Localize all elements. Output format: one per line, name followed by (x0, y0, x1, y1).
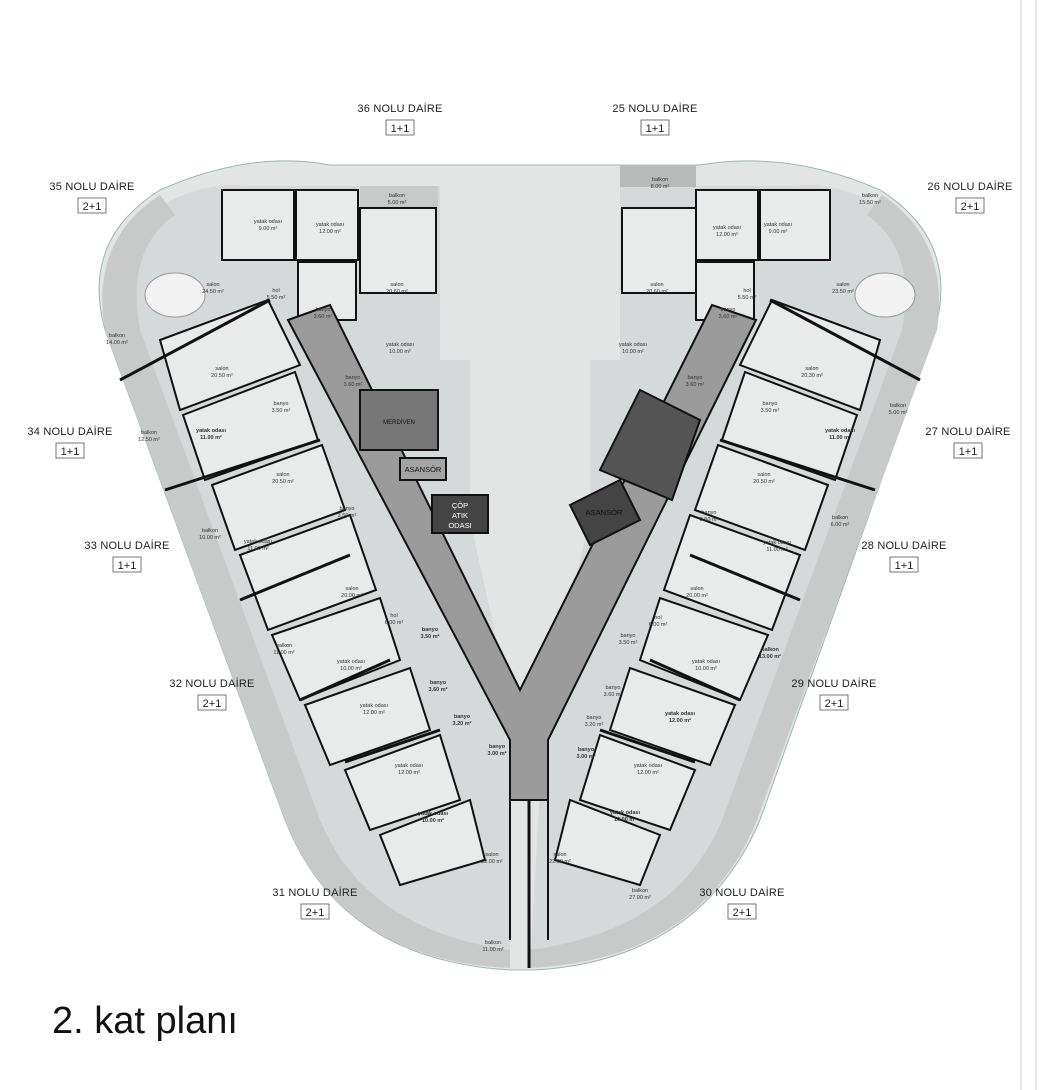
room-name: banyo (273, 401, 289, 407)
room-name: yatak odası (385, 342, 415, 348)
table-icon (145, 273, 205, 317)
room-name: yatak odası (336, 659, 366, 665)
room-area: 3.00 m² (487, 751, 507, 757)
room-area: 22.00 m² (549, 859, 571, 865)
waste-room-label-1: ÇÖP (451, 501, 469, 510)
apartment-name: 25 NOLU DAİRE (612, 103, 698, 115)
room-name: banyo (687, 375, 703, 381)
room-area: 22.00 m² (481, 859, 503, 865)
room-area: 11.00 m² (200, 435, 222, 441)
room-name: balkon (140, 430, 158, 436)
apartment-label (927, 180, 1012, 213)
room-area: 27.00 m² (629, 895, 651, 901)
apartment-label (925, 425, 1010, 458)
room-name: salon (345, 586, 359, 592)
room-area: 11.00 m² (482, 947, 504, 953)
room-name: salon (690, 586, 704, 592)
room-name: balkon (861, 193, 879, 199)
room-name: banyo (429, 680, 447, 686)
apartment-name: 29 NOLU DAİRE (791, 678, 877, 690)
room-name: banyo (315, 307, 331, 313)
waste-room-label-3: ODASI (448, 521, 472, 530)
apartment-type: 2+1 (732, 907, 752, 919)
apartment-name: 33 NOLU DAİRE (84, 540, 170, 552)
room-area: 12.00 m² (319, 229, 341, 235)
room-area: 11.00 m² (247, 546, 269, 552)
room-name: salon (206, 282, 220, 288)
apartment-label (84, 539, 169, 572)
room-area: 3.50 m² (760, 408, 780, 414)
room-name: yatak odası (633, 763, 663, 769)
room-area: 10.00 m² (613, 817, 637, 823)
room-name: yatak odası (315, 222, 345, 228)
room-name: yatak odası (762, 540, 792, 546)
room-name: yatak odası (825, 428, 855, 434)
room-name: banyo (701, 510, 717, 516)
room-name: yatak odası (394, 763, 424, 769)
room-area: 3.50 m² (618, 640, 638, 646)
room-area: 3.50 m² (271, 408, 291, 414)
room-name: yatak odası (712, 225, 742, 231)
room-name: balkon (831, 515, 849, 521)
room-area: 20.60 m² (646, 289, 668, 295)
apartment-label (612, 102, 697, 135)
room-name: salon (650, 282, 664, 288)
room-name: salon (836, 282, 850, 288)
room-area: 3.00 m² (576, 754, 596, 760)
room-area: 3.60 m² (603, 692, 623, 698)
room-area: 20.60 m² (386, 289, 408, 295)
room-name: banyo (586, 715, 602, 721)
apartment-name: 32 NOLU DAİRE (169, 678, 255, 690)
room-name: salon (215, 366, 229, 372)
room-name: balkon (631, 888, 649, 894)
room-area: 3.60 m² (313, 314, 333, 320)
room-name: balkon (388, 193, 406, 199)
room-name: banyo (339, 506, 355, 512)
apartment-type: 1+1 (958, 446, 978, 458)
room-area: 6.00 m² (830, 522, 850, 528)
apartment-type: 1+1 (645, 123, 665, 135)
room-name: salon (390, 282, 404, 288)
room-name: hol (743, 288, 751, 294)
apartment-type: 1+1 (117, 560, 137, 572)
room-name: hol (654, 615, 662, 621)
apartment-type: 2+1 (202, 698, 222, 710)
room-area: 11.00 m² (829, 435, 851, 441)
room-area: 3.50 m² (699, 517, 719, 523)
room-area: 11.00 m² (766, 547, 788, 553)
room-name: balkon (201, 528, 219, 534)
room-area: 12.00 m² (637, 770, 659, 776)
room-area: 20.50 m² (211, 373, 233, 379)
room-area: 12.00 m² (716, 232, 738, 238)
room-name: salon (757, 472, 771, 478)
room-area: 3.60 m² (685, 382, 705, 388)
apartment-type: 2+1 (824, 698, 844, 710)
room-area: 20.50 m² (272, 479, 294, 485)
room-name: yatak odası (253, 219, 283, 225)
room-area: 10.00 m² (695, 666, 717, 672)
room-area: 10.00 m² (199, 535, 221, 541)
room-name: salon (276, 472, 290, 478)
elevator-left-label: ASANSÖR (404, 465, 442, 474)
room-area: 13.00 m² (758, 654, 782, 660)
room-area: 9.00 m² (768, 229, 788, 235)
room-area: 5.00 m² (387, 200, 407, 206)
apartment-name: 36 NOLU DAİRE (357, 103, 443, 115)
room-area: 5.50 m² (266, 295, 286, 301)
elevator-right-label: ASANSÖR (585, 508, 623, 517)
room-area: 20.00 m² (341, 593, 363, 599)
room-name: banyo (488, 744, 506, 750)
room-area: 3.50 m² (337, 513, 357, 519)
room-name: yatak odası (196, 428, 226, 434)
room-name: yatak odası (418, 811, 448, 817)
room-area: 10.00 m² (421, 818, 445, 824)
apartment-type: 1+1 (60, 446, 80, 458)
room-area: 5.50 m² (737, 295, 757, 301)
room-name: balkon (108, 333, 126, 339)
room-name: banyo (421, 627, 439, 633)
room-name: yatak odası (763, 222, 793, 228)
room-area: 12.00 m² (668, 718, 692, 724)
room-area: 3.20 m² (584, 722, 604, 728)
stair-label: MERDİVEN (383, 420, 415, 426)
room-area: 3.60 m² (343, 382, 363, 388)
apartment-type: 2+1 (82, 201, 102, 213)
room-area: 20.00 m² (686, 593, 708, 599)
room-name: yatak odası (691, 659, 721, 665)
apartment-name: 30 NOLU DAİRE (699, 887, 785, 899)
room-area: 11.00 m² (273, 650, 295, 656)
room-area: 10.00 m² (622, 349, 644, 355)
apartment-name: 28 NOLU DAİRE (861, 540, 947, 552)
room-name: banyo (605, 685, 621, 691)
room-area: 20.50 m² (753, 479, 775, 485)
room-area: 15.50 m² (859, 200, 881, 206)
room-name: yatak odası (665, 711, 695, 717)
waste-room-label-2: ATIK (451, 511, 469, 520)
apartment-type: 2+1 (305, 907, 325, 919)
room-name: balkon (889, 403, 907, 409)
room-area: 10.00 m² (340, 666, 362, 672)
apartment-name: 31 NOLU DAİRE (272, 887, 358, 899)
room-area: 3.50 m² (420, 634, 440, 640)
room-area: 12.00 m² (363, 710, 385, 716)
room-name: balkon (484, 940, 502, 946)
apartment-type: 2+1 (960, 201, 980, 213)
apartment-name: 27 NOLU DAİRE (925, 426, 1011, 438)
apartment-type: 1+1 (390, 123, 410, 135)
room-name: banyo (720, 307, 736, 313)
room-name: yatak odası (618, 342, 648, 348)
table-icon (855, 273, 915, 317)
room-name: salon (805, 366, 819, 372)
room-name: balkon (761, 647, 779, 653)
room-area: 12.50 m² (138, 437, 160, 443)
room-area: 6.00 m² (384, 620, 404, 626)
room-area: 9.00 m² (258, 226, 278, 232)
apartment-label (357, 102, 442, 135)
room-area: 3.20 m² (452, 721, 472, 727)
room-area: 6.00 m² (648, 622, 668, 628)
apartment-label (861, 539, 946, 572)
room-area: 24.50 m² (202, 289, 224, 295)
room-area: 14.00 m² (106, 340, 128, 346)
apartment-label (49, 180, 134, 213)
room-name: banyo (453, 714, 471, 720)
room-name: salon (553, 852, 567, 858)
room-name: banyo (345, 375, 361, 381)
room-name: yatak odası (243, 539, 273, 545)
room-name: banyo (620, 633, 636, 639)
apartment-name: 34 NOLU DAİRE (27, 426, 113, 438)
room-name: hol (390, 613, 398, 619)
room-name: hol (272, 288, 280, 294)
apartment-label (27, 425, 112, 458)
room-area: 5.00 m² (888, 410, 908, 416)
room-name: banyo (577, 747, 595, 753)
room-area: 20.30 m² (801, 373, 823, 379)
room-area: 23.50 m² (832, 289, 854, 295)
apartment-label (699, 886, 784, 919)
room-name: yatak odası (359, 703, 389, 709)
room-name: yatak odası (610, 810, 640, 816)
room-area: 12.00 m² (398, 770, 420, 776)
room-name: salon (485, 852, 499, 858)
room-area: 8.00 m² (650, 184, 670, 190)
page-title: 2. kat planı (52, 1000, 238, 1042)
room-area: 3.60 m² (428, 687, 448, 693)
room-name: balkon (651, 177, 669, 183)
apartment-type: 1+1 (894, 560, 914, 572)
apartment-name: 35 NOLU DAİRE (49, 181, 135, 193)
room-area: 10.00 m² (389, 349, 411, 355)
room-name: banyo (762, 401, 778, 407)
room-area: 3.60 m² (718, 314, 738, 320)
room-name: balkon (275, 643, 293, 649)
apartment-name: 26 NOLU DAİRE (927, 181, 1013, 193)
